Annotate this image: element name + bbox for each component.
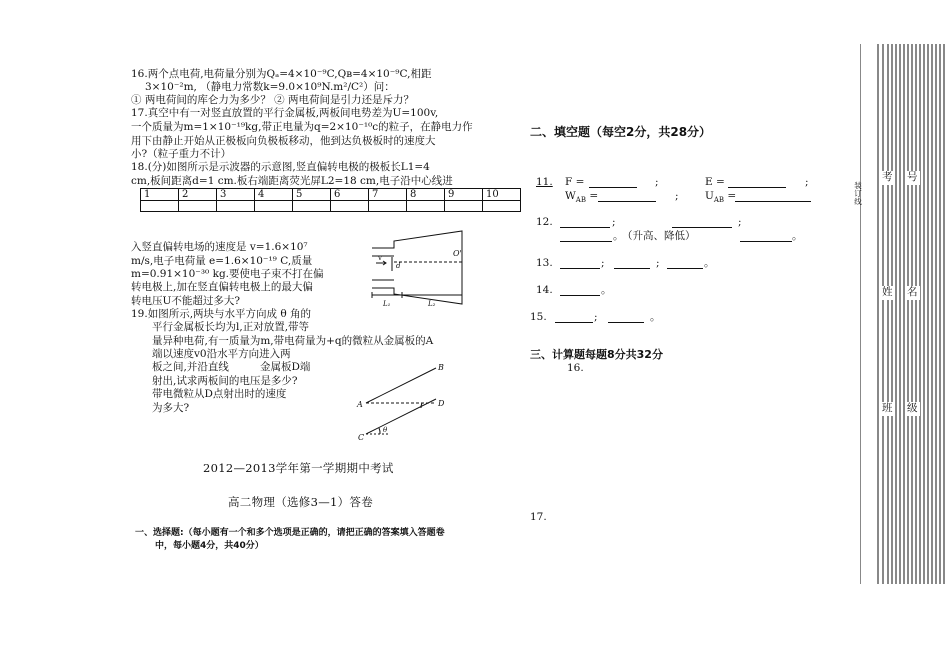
q11-number: 11. — [536, 176, 553, 188]
q19-line7: 带电微粒从D点射出时的速度 — [152, 388, 287, 400]
grid-header-cell: 3 — [217, 189, 255, 201]
class-label-2: 级 — [907, 402, 918, 414]
q12-note: （升高、降低） — [622, 230, 696, 242]
q11-f-label: F = — [565, 176, 585, 188]
section-1-title: 一、选择题:（每小题有一个和多个选项是正确的，请把正确的答案填入答题卷 — [135, 528, 445, 538]
grid-header-cell: 2 — [179, 189, 217, 201]
fig18-v: v — [378, 254, 382, 262]
grid-header-cell: 7 — [369, 189, 407, 201]
exam-subtitle: 高二物理（选修3—1）答卷 — [228, 495, 374, 509]
name-label-2: 名 — [907, 286, 918, 298]
fig18-d: d — [396, 262, 401, 270]
q11-sep3: ; — [675, 190, 679, 202]
q16-line2: 3×10⁻²m, （静电力常数k=9.0×10⁹N.m²/C²）问： — [145, 81, 395, 93]
fig18-o: O' — [453, 249, 462, 258]
grid-answer-cell[interactable] — [141, 201, 179, 212]
q13-blank-1[interactable] — [560, 257, 600, 269]
binding-line-label: 装订线 — [854, 181, 862, 206]
q12-period: 。 — [613, 230, 624, 242]
q15-end: 。 — [650, 311, 661, 323]
q16-line1: 16.两个点电荷,电荷量分别为Qₐ=4×10⁻⁹C,Qʙ=4×10⁻⁹C,相距 — [131, 68, 432, 80]
fig18-l1: L₁ — [383, 300, 391, 308]
class-label-1: 班 — [882, 402, 893, 414]
q15-blank-2[interactable] — [608, 311, 644, 323]
oscilloscope-diagram — [362, 226, 474, 310]
q15-number: 15. — [530, 311, 547, 323]
grid-header-cell: 1 — [141, 189, 179, 201]
fig19-c: C — [358, 433, 365, 442]
q12-end: 。 — [792, 230, 803, 242]
q11-e-blank[interactable] — [728, 176, 786, 188]
q15-sep: ; — [594, 311, 598, 323]
exam-number-label-2: 号 — [907, 171, 918, 183]
fig19-b: B — [438, 363, 444, 372]
q13-blank-3[interactable] — [667, 257, 703, 269]
q11-w-label — [565, 190, 598, 208]
grid-header-cell: 8 — [407, 189, 445, 201]
q17-line2: 一个质量为m=1×10⁻¹⁹kg,带正电量为q=2×10⁻¹⁰c的粒子，在静电力作 — [131, 121, 473, 133]
q13-sep2: ; — [656, 257, 660, 269]
q18-line3: 入竖直偏转电场的速度是 v=1.6×10⁷ — [131, 241, 308, 253]
section-3-title: 三、计算题每题8分共32分 — [530, 348, 663, 361]
section-1-note: 中，每小题4分，共40分） — [155, 541, 264, 551]
q16-line3: ① 两电荷间的库仑力为多少？ ② 两电荷间是引力还是斥力？ — [131, 94, 415, 106]
q18-line7: 转电压U不能超过多大? — [131, 295, 240, 307]
q12-number: 12. — [536, 216, 553, 228]
q18-line5: m=0.91×10⁻³⁰ kg.要使电子束不打在偏 — [131, 268, 324, 280]
q11-sep1: ; — [655, 176, 659, 188]
q14-blank[interactable] — [560, 284, 600, 296]
exam-number-label-1: 考 — [882, 171, 893, 183]
grid-answer-cell[interactable] — [445, 201, 483, 212]
exam-title: 2012—2013学年第一学期期中考试 — [203, 461, 394, 475]
q11-u-sub: AB — [713, 196, 725, 205]
binding-margin-lines — [860, 44, 950, 584]
q11-w-symbol: W — [565, 190, 576, 202]
grid-answer-cell[interactable] — [255, 201, 293, 212]
q19-line4: 端以速度v0沿水平方向进入两 — [152, 348, 291, 360]
q11-w-blank[interactable] — [598, 190, 656, 202]
q11-f-blank[interactable] — [589, 176, 637, 188]
calc-q16-number: 16. — [567, 362, 584, 374]
q11-u-blank[interactable] — [735, 190, 811, 202]
q19-line6: 射出,试求两板间的电压是多少? — [152, 375, 298, 387]
q18-line4: m/s,电子电荷量 e=1.6×10⁻¹⁹ C,质量 — [131, 255, 313, 267]
q18-line1: 18.(分)如图所示是示波器的示意图,竖直偏转电极的极板长L1=4 — [131, 161, 430, 173]
q18-line2: cm,板间距离d=1 cm.板右端距离荧光屏L2=18 cm,电子沿中心线进 — [131, 175, 453, 187]
q12-sep1: ; — [612, 216, 616, 228]
grid-answer-cell[interactable] — [331, 201, 369, 212]
q11-w-eq: = — [586, 190, 599, 202]
q12-sep2: ; — [738, 216, 742, 228]
q12-blank-4[interactable] — [740, 230, 792, 242]
q13-blank-2[interactable] — [614, 257, 650, 269]
q11-u-symbol: U — [705, 190, 714, 202]
fig19-d: D — [438, 399, 445, 408]
q13-end: 。 — [704, 257, 715, 269]
q19-line1: 19.如图所示,两块与水平方向成 θ 角的 — [131, 308, 312, 320]
fig19-a: A — [357, 400, 363, 409]
grid-header-cell: 6 — [331, 189, 369, 201]
q11-u-eq: = — [724, 190, 737, 202]
grid-header-cell: 9 — [445, 189, 483, 201]
grid-answer-cell[interactable] — [407, 201, 445, 212]
grid-header-cell: 5 — [293, 189, 331, 201]
q14-number: 14. — [536, 284, 553, 296]
q19-line8: 为多大? — [152, 402, 190, 414]
q12-blank-2[interactable] — [672, 216, 732, 228]
q11-e-label: E = — [705, 176, 725, 188]
fig19-theta: θ — [383, 426, 388, 434]
section-2-title: 二、填空题（每空2分，共28分） — [530, 125, 712, 139]
q17-line3: 用下由静止开始从正极板向负极板移动，他到达负极板时的速度大 — [131, 135, 436, 147]
grid-answer-cell[interactable] — [179, 201, 217, 212]
q13-number: 13. — [536, 257, 553, 269]
q13-sep1: ; — [601, 257, 605, 269]
grid-header-cell: 10 — [483, 189, 521, 201]
grid-answer-cell[interactable] — [369, 201, 407, 212]
answer-grid — [140, 188, 521, 212]
q11-u-label — [705, 190, 736, 208]
calc-q17-number: 17. — [530, 511, 547, 523]
name-label-1: 姓 — [882, 286, 893, 298]
q12-blank-3[interactable] — [560, 230, 612, 242]
q19-line2: 平行金属板长均为l,正对放置,带等 — [152, 321, 310, 333]
q12-blank-1[interactable] — [560, 216, 610, 228]
q11-w-sub: AB — [575, 196, 586, 205]
q14-end: 。 — [601, 284, 612, 296]
grid-header-cell: 4 — [255, 189, 293, 201]
q17-line1: 17.真空中有一对竖直放置的平行金属板,两板间电势差为U=100v, — [131, 107, 439, 119]
fig18-l2: L₂ — [428, 300, 436, 308]
q19-line5: 板之间,并沿直线 — [152, 361, 229, 373]
q19-line3: 量异种电荷,有一质量为m,带电荷量为+q的微粒从金属板的A — [152, 335, 434, 347]
q17-line4: 小?（粒子重力不计） — [131, 148, 232, 160]
grid-answer-cell[interactable] — [483, 201, 521, 212]
q11-sep2: ; — [805, 176, 809, 188]
q18-line6: 转电极上,加在竖直偏转电极上的最大偏 — [131, 281, 313, 293]
q15-blank-1[interactable] — [555, 311, 593, 323]
grid-answer-cell[interactable] — [217, 201, 255, 212]
grid-answer-cell[interactable] — [293, 201, 331, 212]
q19-line5b: 金属板D端 — [260, 361, 311, 373]
inclined-plates-diagram — [350, 358, 460, 444]
